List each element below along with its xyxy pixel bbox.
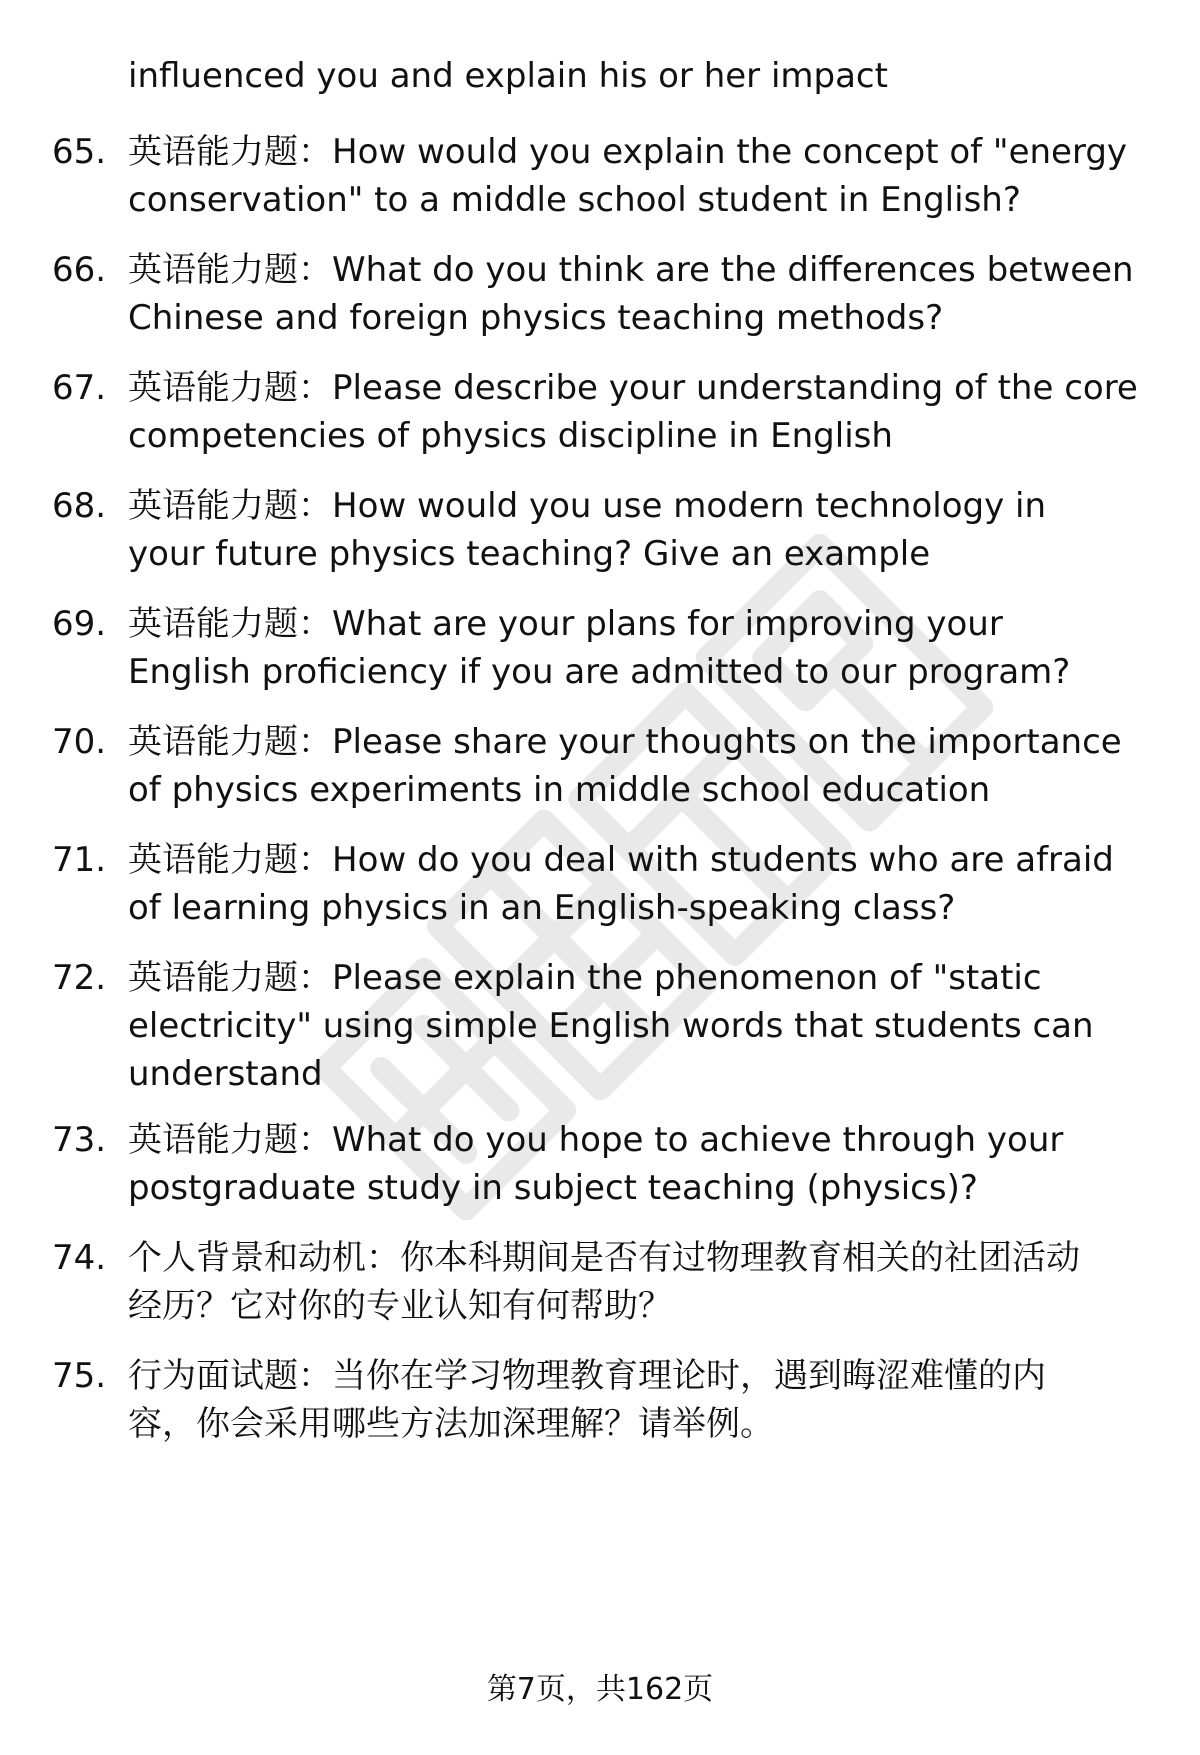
text-line: of learning physics in an English-speaking class? [128,888,956,928]
text-line: 英语能力题：Please share your thoughts on the importance [128,722,1122,762]
text-line: 容，你会采用哪些方法加深理解？请举例。 [128,1404,774,1444]
text-line: 经历？它对你的专业认知有何帮助？ [128,1286,672,1326]
item-number: 69. [52,604,107,644]
text-line: electricity" using simple English words that students can [128,1006,1094,1046]
item-number: 74. [52,1238,107,1278]
item-text [128,718,1168,814]
item-number: 68. [52,486,107,526]
continuation-text [128,52,1168,100]
item-number: 65. [52,132,107,172]
text-line: 英语能力题：What do you hope to achieve through your [128,1120,1064,1160]
item-text [128,364,1168,460]
text-line: 英语能力题：How would you use modern technology in [128,486,1046,526]
item-number: 73. [52,1120,107,1160]
text-line: understand [128,1054,323,1094]
item-text [128,1352,1168,1448]
item-number: 66. [52,250,107,290]
text-line: influenced you and explain his or her impact [128,56,888,96]
item-number: 71. [52,840,107,880]
text-line: 英语能力题：How would you explain the concept of "energy [128,132,1128,172]
text-line: 英语能力题：How do you deal with students who are afraid [128,840,1114,880]
item-text [128,836,1168,932]
item-text [128,128,1168,224]
text-line: 英语能力题：What are your plans for improving your [128,604,1003,644]
text-line: your future physics teaching? Give an example [128,534,931,574]
text-line: postgraduate study in subject teaching (physics)? [128,1168,978,1208]
text-line: conservation" to a middle school student in English? [128,180,1021,220]
item-text [128,954,1168,1098]
text-line: Chinese and foreign physics teaching methods? [128,298,944,338]
item-text [128,482,1168,578]
item-number: 72. [52,958,107,998]
text-line: 英语能力题：Please describe your understanding of the core [128,368,1138,408]
item-number: 67. [52,368,107,408]
text-line: competencies of physics discipline in English [128,416,893,456]
text-line: English proficiency if you are admitted to our program? [128,652,1071,692]
item-number: 75. [52,1356,107,1396]
item-text [128,600,1168,696]
text-line: of physics experiments in middle school education [128,770,991,810]
item-number: 70. [52,722,107,762]
text-line: 行为面试题：当你在学习物理教育理论时，遇到晦涩难懂的内 [128,1356,1046,1396]
item-text [128,246,1168,342]
page-number-footer: 第7页，共162页 [486,1672,714,1707]
item-text [128,1234,1168,1330]
text-line: 英语能力题：Please explain the phenomenon of "static [128,958,1042,998]
text-line: 个人背景和动机：你本科期间是否有过物理教育相关的社团活动 [128,1238,1080,1278]
item-text [128,1116,1168,1212]
text-line: 英语能力题：What do you think are the differences between [128,250,1134,290]
